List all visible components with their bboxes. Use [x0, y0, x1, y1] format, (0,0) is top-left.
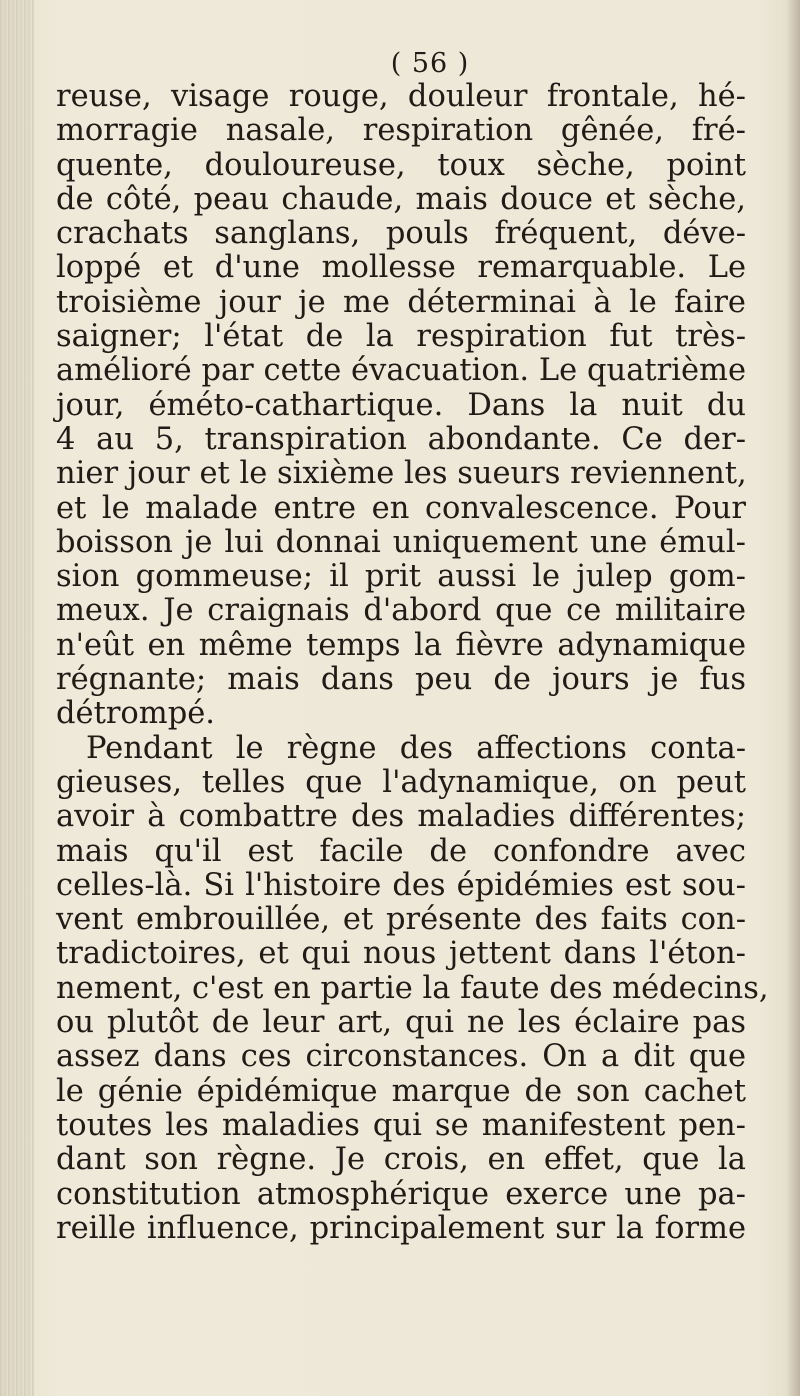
text-line: sion gommeuse; il prit aussi le julep gom-: [56, 559, 746, 595]
text-line: nier jour et le sixième les sueurs reviennent,: [56, 456, 747, 492]
text-line: ou plutôt de leur art, qui ne les éclaire pas: [56, 1005, 746, 1041]
text-line: boisson je lui donnai uniquement une émul-: [56, 524, 746, 560]
text-line: amélioré par cette évacuation. Le quatrième: [56, 353, 746, 389]
paragraph-start-line: Pendant le règne des affections conta-: [86, 730, 746, 766]
text-line: nement, c'est en partie la faute des médecins,: [56, 970, 769, 1006]
text-line: régnante; mais dans peu de jours je fus: [56, 662, 746, 698]
text-line: loppé et d'une mollesse remarquable. Le: [56, 250, 746, 286]
text-line: meux. Je craignais d'abord que ce militaire: [56, 593, 746, 629]
text-line: saigner; l'état de la respiration fut très-: [56, 319, 746, 355]
page-number: ( 56 ): [390, 48, 470, 79]
text-line: vent embrouillée, et présente des faits con-: [56, 902, 746, 938]
text-line: dant son règne. Je crois, en effet, que la: [56, 1142, 746, 1178]
text-line: morragie nasale, respiration gênée, fré-: [56, 113, 746, 149]
text-line: et le malade entre en convalescence. Pour: [56, 490, 746, 526]
text-line: jour, éméto-cathartique. Dans la nuit du: [56, 387, 746, 423]
text-line: troisième jour je me déterminai à le faire: [56, 284, 746, 320]
text-line: celles-là. Si l'histoire des épidémies est sou-: [56, 867, 746, 903]
text-line: crachats sanglans, pouls fréquent, déve-: [56, 216, 746, 252]
body-text: [56, 79, 769, 1246]
text-line: 4 au 5, transpiration abondante. Ce der-: [56, 421, 746, 457]
text-line: reille influence, principalement sur la forme: [56, 1210, 746, 1246]
text-line: assez dans ces circonstances. On a dit que: [56, 1039, 746, 1075]
text-line: avoir à combattre des maladies différentes;: [56, 799, 746, 835]
paragraph-end-line: détrompé.: [56, 696, 215, 732]
page-edge-shadow: [786, 0, 800, 1396]
text-line: tradictoires, et qui nous jettent dans l'éton-: [56, 936, 746, 972]
text-line: constitution atmosphérique exerce une pa-: [56, 1176, 746, 1212]
text-line: gieuses, telles que l'adynamique, on peut: [56, 764, 746, 800]
binding-gutter: [0, 0, 34, 1396]
text-line: le génie épidémique marque de son cachet: [56, 1073, 746, 1109]
text-line: mais qu'il est facile de confondre avec: [56, 833, 746, 869]
text-line: n'eût en même temps la fièvre adynamique: [56, 627, 746, 663]
text-line: reuse, visage rouge, douleur frontale, hé-: [56, 79, 746, 114]
text-line: toutes les maladies qui se manifestent pen-: [56, 1107, 746, 1143]
text-line: quente, douloureuse, toux sèche, point: [56, 147, 746, 183]
text-line: de côté, peau chaude, mais douce et sèche,: [56, 181, 746, 217]
